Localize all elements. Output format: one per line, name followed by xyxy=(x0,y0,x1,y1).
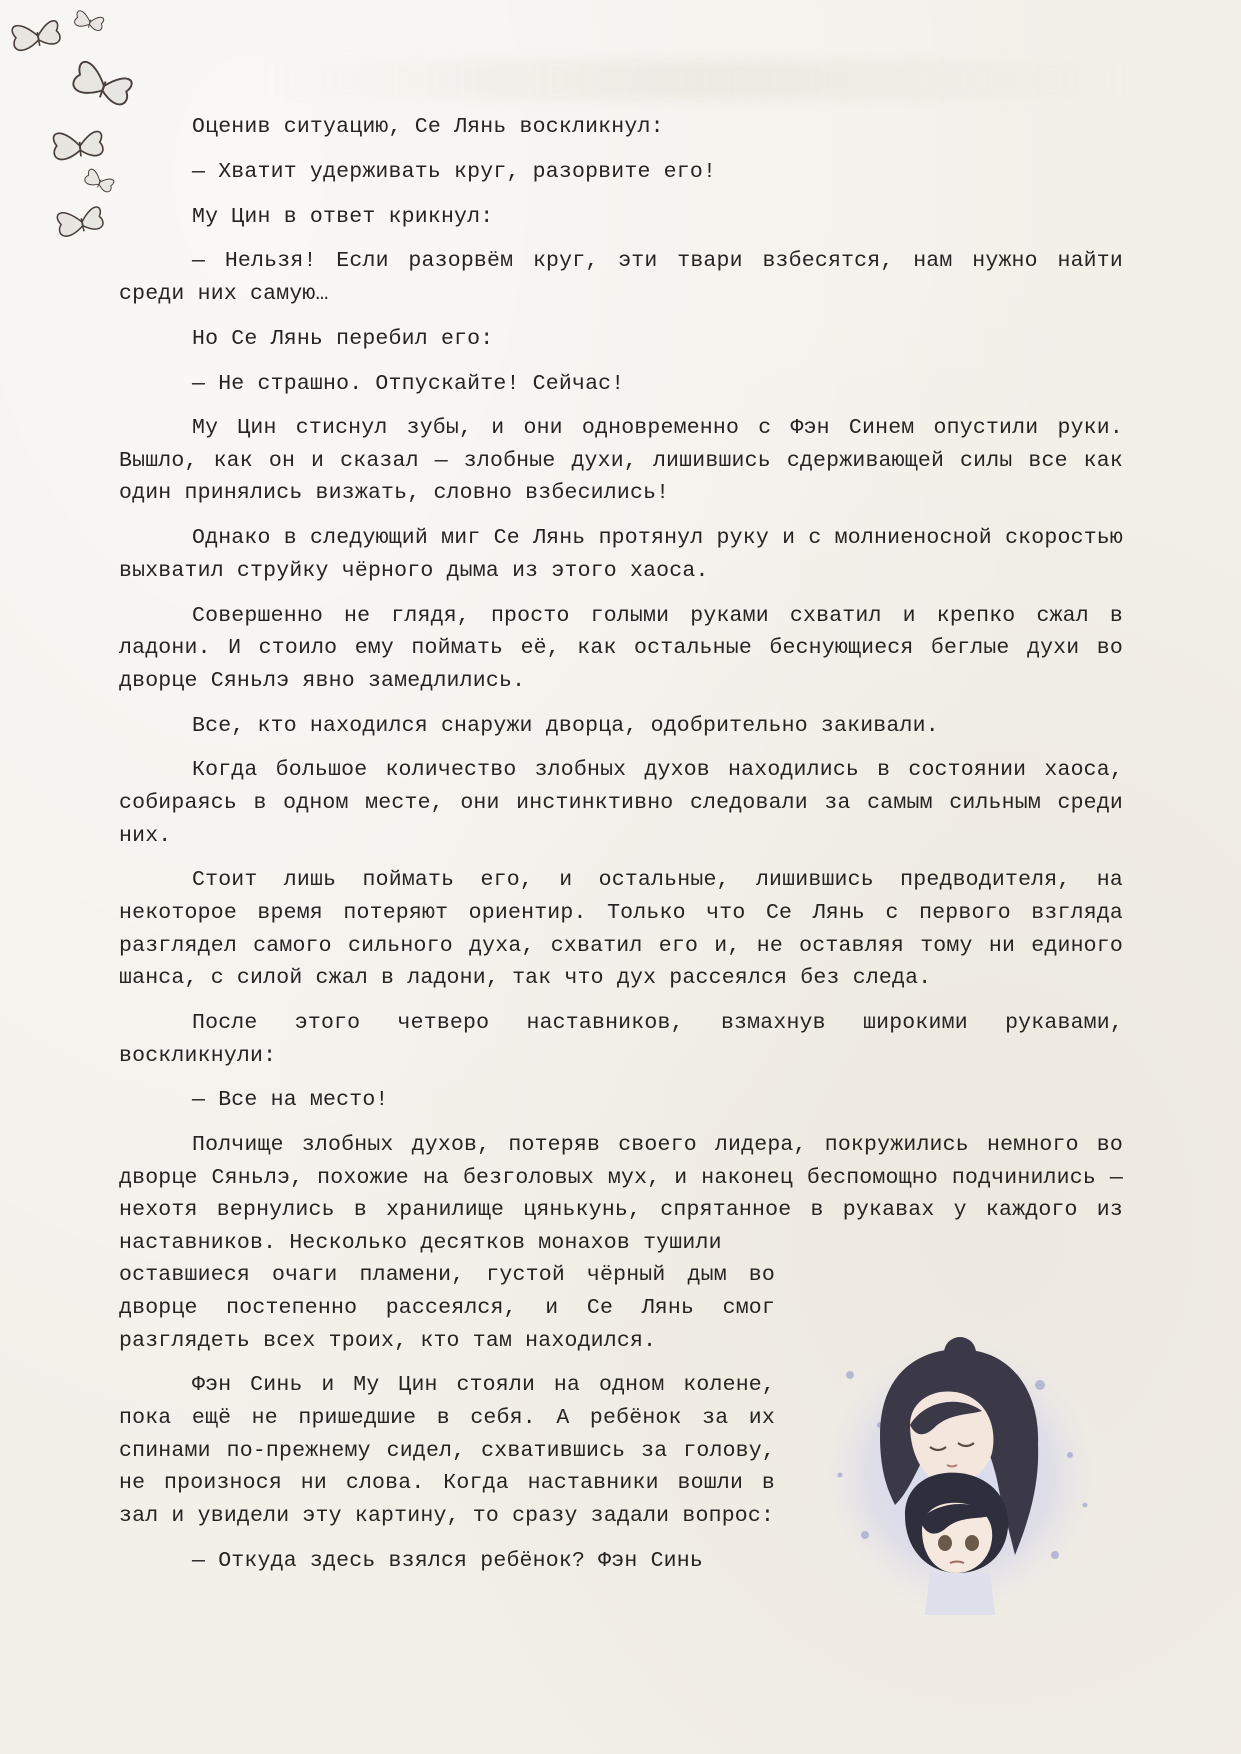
paragraph-17: — Откуда здесь взялся ребёнок? Фэн Синь xyxy=(192,1548,703,1573)
paragraph-3: Му Цин в ответ крикнул: xyxy=(192,204,494,229)
butterfly-icon xyxy=(84,168,116,193)
paragraph-14: — Все на место! xyxy=(192,1088,389,1113)
paper-smudge xyxy=(260,60,1140,100)
paragraph-2: — Хватит удерживать круг, разорвите его! xyxy=(192,159,717,184)
butterfly-icon xyxy=(71,60,134,107)
paragraph-4: — Нельзя! Если разорвём круг, эти твари взбесятся, нам нужно найти среди них самую… xyxy=(119,249,1123,306)
paragraph-15-wide: Полчище злобных духов, потеряв своего лидера, покружились немного во дворце Сяньлэ, похожие на безголовых мух, и наконец беспомощно подчинились — нехотя вернулись в хранилище цянькунь, спрятанное в рукавах у каждого из наставников. Несколько десятков монахов тушили xyxy=(119,1133,1123,1255)
paragraph-7: Му Цин стиснул зубы, и они одновременно с Фэн Синем опустили руки. Вышло, как он и сказал — злобные духи, лишившись сдерживающей силы все как один принялись визжать, словно взбесились! xyxy=(119,416,1123,506)
paragraph-12: Стоит лишь поймать его, и остальные, лишившись предводителя, на некоторое время потеряют ориентир. Только что Се Лянь с первого взгляда разглядел самого сильного духа, схватил его и, не оставляя тому ни единого шанса, с силой сжал в ладони, так что дух рассеялся без следа. xyxy=(119,868,1123,991)
paragraph-1: Оценив ситуацию, Се Лянь воскликнул: xyxy=(192,115,664,139)
paragraph-16: Фэн Синь и Му Цин стояли на одном колене, пока ещё не пришедшие в себя. А ребёнок за их спинами по-прежнему сидел, схватившись за голову, не произнося ни слова. Когда наставники вошли в зал и увидели эту картину, то сразу задали вопрос: xyxy=(119,1373,775,1528)
chibi-characters-illustration xyxy=(810,1315,1110,1625)
paragraph-13: После этого четверо наставников, взмахнув широкими рукавами, воскликнули: xyxy=(119,1010,1123,1068)
paragraph-8: Однако в следующий миг Се Лянь протянул руку и с молниеносной скоростью выхватил струйку чёрного дыма из этого хаоса. xyxy=(119,526,1123,583)
butterfly-icon xyxy=(53,130,104,161)
paragraph-9: Совершенно не глядя, просто голыми руками схватил и крепко сжал в ладони. И стоило ему поймать её, как остальные беснующиеся беглые духи во дворце Сяньлэ явно замедлились. xyxy=(119,603,1123,693)
butterfly-icon xyxy=(11,19,61,52)
paragraph-6: — Не страшно. Отпускайте! Сейчас! xyxy=(192,371,625,396)
paragraph-15-narrow: оставшиеся очаги пламени, густой чёрный дым во дворце постепенно рассеялся, и Се Лянь смог разглядеть всех троих, кто там находился. xyxy=(119,1263,775,1353)
paragraph-5: Но Се Лянь перебил его: xyxy=(192,326,494,351)
butterfly-icon xyxy=(56,205,104,238)
butterfly-icon xyxy=(74,10,105,32)
paragraph-11: Когда большое количество злобных духов находились в состоянии хаоса, собираясь в одном месте, они инстинктивно следовали за самым сильным среди них. xyxy=(119,758,1123,848)
paragraph-10: Все, кто находился снаружи дворца, одобрительно закивали. xyxy=(192,713,939,738)
